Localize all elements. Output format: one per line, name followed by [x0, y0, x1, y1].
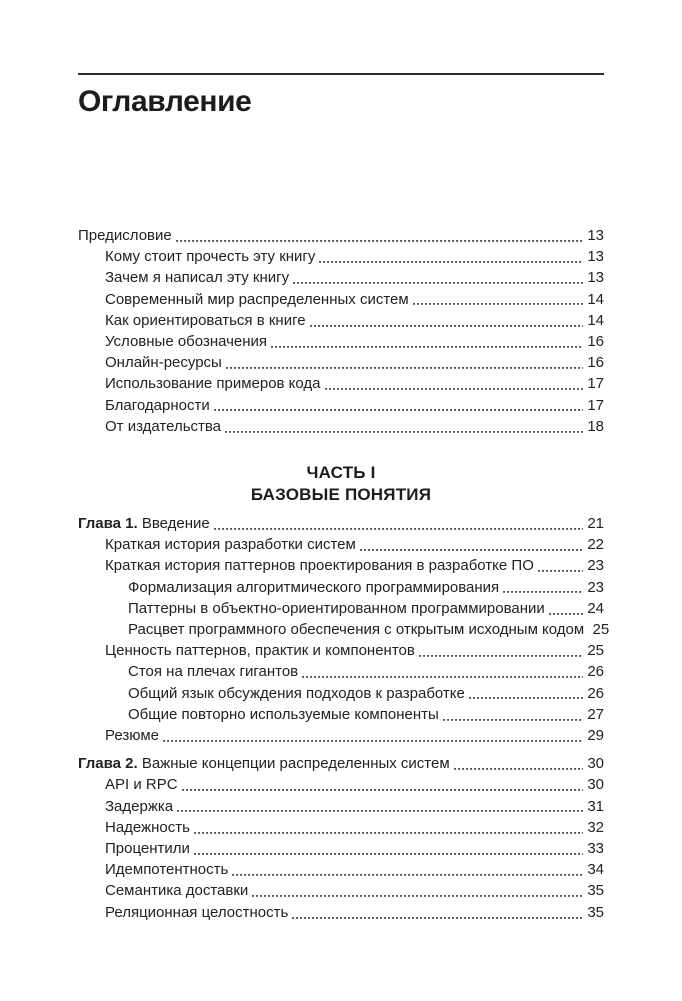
toc-entry-title: Общие повторно используемые компоненты: [128, 705, 439, 723]
page-number: 14: [587, 290, 604, 308]
page-number: 30: [587, 776, 604, 794]
toc-entry: [78, 310, 604, 331]
toc-entry: [78, 704, 604, 725]
toc-entry-title: Задержка: [105, 797, 174, 815]
toc-entry: [78, 534, 604, 555]
page-number: 13: [587, 227, 604, 244]
toc-entry: [78, 817, 604, 838]
toc-entry: [78, 661, 604, 682]
dot-leader: [413, 289, 583, 310]
toc-entry-title: Общий язык обсуждения подходов к разработке: [128, 684, 465, 702]
toc-entry: [78, 267, 604, 288]
dot-leader: [292, 902, 583, 923]
page-number: 26: [587, 684, 604, 702]
page-number: 24: [587, 599, 604, 617]
toc-entry-title: Краткая история паттернов проектирования в разработке ПО: [105, 557, 534, 575]
toc-entry-title: Надежность: [105, 818, 190, 836]
toc-entry-title: Глава 2. Важные концепции распределенных систем: [78, 755, 450, 773]
toc-entry-title: Условные обозначения: [105, 333, 268, 351]
toc-entry-title: Использование примеров кода: [105, 375, 321, 393]
toc-entry-title: Онлайн-ресурсы: [105, 354, 222, 372]
toc-entry-title: Стоя на плечах гигантов: [128, 663, 299, 681]
toc-entry-title: Реляционная целостность: [105, 903, 289, 921]
dot-leader: [214, 395, 583, 416]
toc-entry-title: Краткая история разработки систем: [105, 536, 356, 554]
dot-leader: [182, 774, 583, 795]
page-number: 35: [587, 903, 604, 921]
dot-leader: [225, 416, 583, 437]
title-divider: [78, 73, 604, 75]
dot-leader: [469, 683, 583, 704]
toc-entry: [78, 640, 604, 661]
toc-entry-title: Расцвет программного обеспечения с открытым исходным кодом: [128, 621, 585, 639]
toc-entry-title: Зачем я написал эту книгу: [105, 269, 290, 287]
toc-entry-title: Резюме: [105, 727, 159, 745]
dot-leader: [214, 513, 583, 534]
page-number: 17: [587, 375, 604, 393]
toc-entry-title: Как ориентироваться в книге: [105, 311, 306, 329]
toc-entry: [78, 774, 604, 795]
part-heading-line: БАЗОВЫЕ ПОНЯТИЯ: [250, 485, 432, 505]
dot-leader: [319, 246, 583, 267]
dot-leader: [503, 577, 583, 598]
toc-entry-title: Глава 1. Введение: [78, 515, 210, 533]
page-number: 25: [587, 642, 604, 660]
page-number: 26: [587, 663, 604, 681]
dot-leader: [302, 661, 583, 682]
toc-list: [78, 225, 610, 923]
page-number: 29: [587, 727, 604, 745]
page-number: 13: [587, 248, 604, 266]
page-number: 30: [587, 755, 604, 773]
toc-entry-title: Семантика доставки: [105, 882, 249, 900]
toc-entry-title: Идемпотентность: [105, 861, 229, 879]
page-number: 22: [587, 536, 604, 554]
dot-leader: [176, 225, 583, 246]
toc-entry: [78, 416, 604, 437]
page-number: 27: [587, 705, 604, 723]
toc-entry-title: Формализация алгоритмического программирования: [128, 578, 500, 596]
toc-entry: [78, 683, 604, 704]
page-number: 25: [592, 621, 610, 639]
page-number: 14: [587, 311, 604, 329]
toc-entry: [78, 289, 604, 310]
page-number: 17: [587, 396, 604, 414]
dot-leader: [293, 267, 583, 288]
dot-leader: [360, 534, 583, 555]
toc-entry: [78, 902, 604, 923]
page-number: 18: [587, 417, 604, 435]
dot-leader: [194, 838, 583, 859]
toc-entry-title: Процентили: [105, 840, 190, 858]
part-heading-line: ЧАСТЬ I: [306, 463, 376, 483]
toc-entry: [78, 577, 604, 598]
dot-leader: [252, 881, 583, 902]
dot-leader: [194, 817, 583, 838]
page-number: 35: [587, 882, 604, 900]
dot-leader: [549, 598, 583, 619]
page-number: 33: [587, 840, 604, 858]
dot-leader: [163, 725, 583, 746]
dot-leader: [454, 753, 583, 774]
toc-entry: [78, 225, 604, 246]
toc-entry: [78, 513, 604, 534]
toc-entry-title: От издательства: [105, 417, 222, 435]
toc-entry-title: Кому стоит прочесть эту книгу: [105, 248, 316, 266]
chapter-number-prefix: Глава 2.: [78, 755, 138, 773]
dot-leader: [443, 704, 583, 725]
dot-leader: [226, 352, 583, 373]
dot-leader: [271, 331, 583, 352]
toc-entry: [78, 725, 604, 746]
toc-entry: [78, 796, 604, 817]
dot-leader: [538, 555, 583, 576]
toc-page: [78, 73, 610, 923]
page-number: 23: [587, 578, 604, 596]
toc-entry: [78, 352, 604, 373]
dot-leader: [310, 310, 583, 331]
toc-entry: [78, 555, 604, 576]
toc-entry-title: Современный мир распределенных систем: [105, 290, 409, 308]
page-title: Оглавление: [78, 85, 252, 118]
dot-leader: [325, 373, 583, 394]
toc-entry-title: Паттерны в объектно-ориентированном программировании: [128, 599, 545, 617]
toc-entry: [78, 619, 610, 640]
toc-entry: [78, 331, 604, 352]
toc-entry: [78, 598, 604, 619]
toc-entry: [78, 373, 604, 394]
page-number: 16: [587, 333, 604, 351]
toc-entry-title: Ценность паттернов, практик и компонентов: [105, 642, 415, 660]
dot-leader: [232, 859, 583, 880]
dot-leader: [177, 796, 583, 817]
page-number: 32: [587, 818, 604, 836]
toc-entry: [78, 395, 604, 416]
toc-entry: [78, 859, 604, 880]
page-number: 16: [587, 354, 604, 372]
toc-entry-title: Благодарности: [105, 396, 210, 414]
part-heading: [78, 462, 604, 506]
page-number: 34: [587, 861, 604, 879]
toc-entry: [78, 838, 604, 859]
page-number: 13: [587, 269, 604, 287]
toc-entry: [78, 753, 604, 774]
toc-entry-title: Предисловие: [78, 227, 172, 244]
toc-entry: [78, 880, 604, 901]
chapter-number-prefix: Глава 1.: [78, 515, 138, 533]
page-number: 31: [587, 797, 604, 815]
page-number: 23: [587, 557, 604, 575]
toc-entry-title: API и RPC: [105, 776, 178, 794]
toc-entry: [78, 246, 604, 267]
page-number: 21: [587, 515, 604, 533]
dot-leader: [419, 640, 583, 661]
